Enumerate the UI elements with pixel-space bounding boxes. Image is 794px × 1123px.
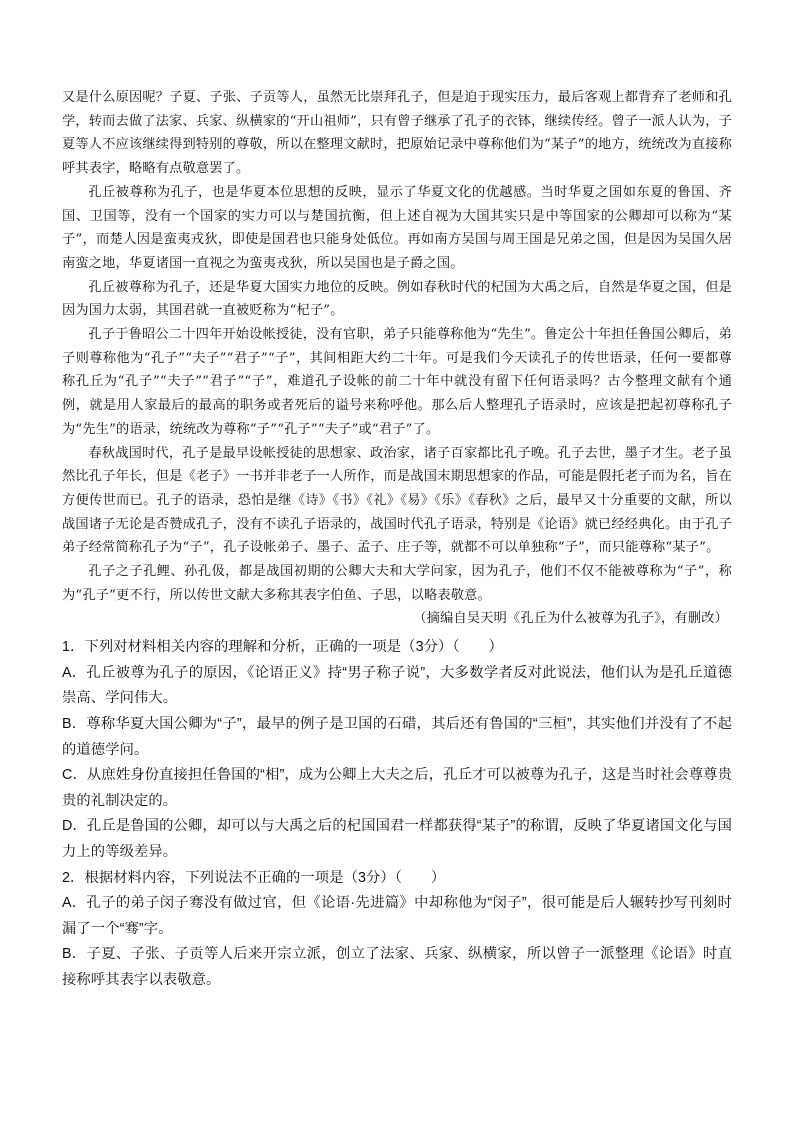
- question-list: [62, 635, 732, 993]
- passage-paragraph: 孔子之子孔鲤、孙孔伋，都是战国初期的公卿大夫和大学问家，因为孔子，他们不仅不能被尊称为“子”，称为“孔子”更不行，所以传世文献大多称其表字伯鱼、子思，以略表敬意。: [62, 564, 732, 603]
- passage-paragraph: 孔丘被尊称为孔子，也是华夏本位思想的反映，显示了华夏文化的优越感。当时华夏之国如东夏的鲁国、齐国、卫国等，没有一个国家的实力可以与楚国抗衡，但上述自视为大国其实只是中等国家的公卿却可以称为“某子”，而楚人因是蛮夷戎狄，即使是国君也只能身处低位。再如南方吴国与周王国是兄弟之国，但是因为吴国久居南蛮之地，华夏诸国一直视之为蛮夷戎狄，所以吴国也是子爵之国。: [62, 184, 732, 271]
- question-option-b: B．尊称华夏大国公卿为“子”，最早的例子是卫国的石碏，其后还有鲁国的“三桓”，其实他们并没有了不起的道德学问。: [62, 715, 732, 758]
- question-2: [62, 866, 732, 994]
- question-option-d: D．孔丘是鲁国的公卿，却可以与大禹之后的杞国国君一样都获得“某子”的称谓，反映了华夏诸国文化与国力上的等级差异。: [62, 818, 732, 860]
- document-page: [62, 86, 732, 993]
- passage-paragraph: 又是什么原因呢？子夏、子张、子贡等人，虽然无比崇拜孔子，但是迫于现实压力，最后客观上都背弃了老师和孔学，转而去做了法家、兵家、纵横家的“开山祖师”，只有曾子继承了孔子的衣钵，继续传经。曾子一派人认为，子夏等人不应该继续得到特别的尊敬，所以在整理文献时，把原始记录中尊称他们为“某子”的地方，统统改为直接称呼其表字，略略有点敬意罢了。: [62, 90, 732, 177]
- question-option-a: A．孔丘被尊为孔子的原因，《论语正义》持“男子称子说”，大多数学者反对此说法，他们认为是孔丘道德崇高、学问伟大。: [62, 664, 732, 707]
- question-option-a: A．孔子的弟子闵子骞没有做过官，但《论语·先进篇》中却称他为“闵子”，很可能是后人辗转抄写刊刻时漏了一个“骞”字。: [62, 895, 732, 937]
- question-stem: 2．根据材料内容，下列说法不正确的一项是（3分）（ ）: [62, 869, 446, 886]
- reading-passage: [62, 86, 732, 631]
- question-1: [62, 635, 732, 865]
- passage-paragraph: 孔子于鲁昭公二十四年开始设帐授徒，没有官职，弟子只能尊称他为“先生”。鲁定公十年担任鲁国公卿后，弟子则尊称他为“孔子”“夫子”“君子”“子”，其间相距大约二十年。可是我们今天读孔子的传世语录，任何一要都尊称孔丘为“孔子”“夫子”“君子”“子”，难道孔子设帐的前二十年中就没有留下任何语录吗？古今整理文献有个通例，就是用人家最后的最高的职务或者死后的谥号来称呼他。那么后人整理孔子语录时，应该是把起初尊称孔子为“先生”的语录，统统改为尊称“子”“孔子”“夫子”或“君子”了。: [62, 327, 732, 437]
- question-option-c: C．从庶姓身份直接担任鲁国的“相”，成为公卿上大夫之后，孔丘才可以被尊为孔子，这是当时社会尊尊贵贵的礼制决定的。: [62, 767, 732, 809]
- passage-paragraph: 孔丘被尊称为孔子，还是华夏大国实力地位的反映。例如春秋时代的杞国为大禹之后，自然是华夏之国，但是因为国力太弱，其国君就一直被贬称为“杞子”。: [62, 279, 732, 319]
- question-option-b: B．子夏、子张、子贡等人后来开宗立派，创立了法家、兵家、纵横家，所以曾子一派整理《论语》时直接称呼其表字以表敬意。: [62, 946, 732, 988]
- passage-source: （摘编自吴天明《孔丘为什么被尊为孔子》，有删改）: [413, 611, 728, 627]
- passage-paragraph: 春秋战国时代，孔子是最早设帐授徒的思想家、政治家，诸子百家都比孔子晚。孔子去世，墨子才生。老子虽然比孔子年长，但是《老子》一书并非老子一人所作，而是战国末期思想家的作品，可能是假托老子而为名，旨在方便传世而已。孔子的语录，恐怕是继《诗》《书》《礼》《易》《乐》《春秋》之后，最早又十分重要的文献，所以战国诸子无论是否赞成孔子，没有不读孔子语录的，战国时代孔子语录，特别是《论语》就已经经典化。由于孔子弟子经常简称孔子为“子”，孔子设帐弟子、墨子、孟子、庄子等，就都不可以单独称“子”，而只能尊称“某子”。: [62, 445, 732, 556]
- question-stem: 1．下列对材料相关内容的理解和分析，正确的一项是（3分）（ ）: [62, 639, 503, 656]
